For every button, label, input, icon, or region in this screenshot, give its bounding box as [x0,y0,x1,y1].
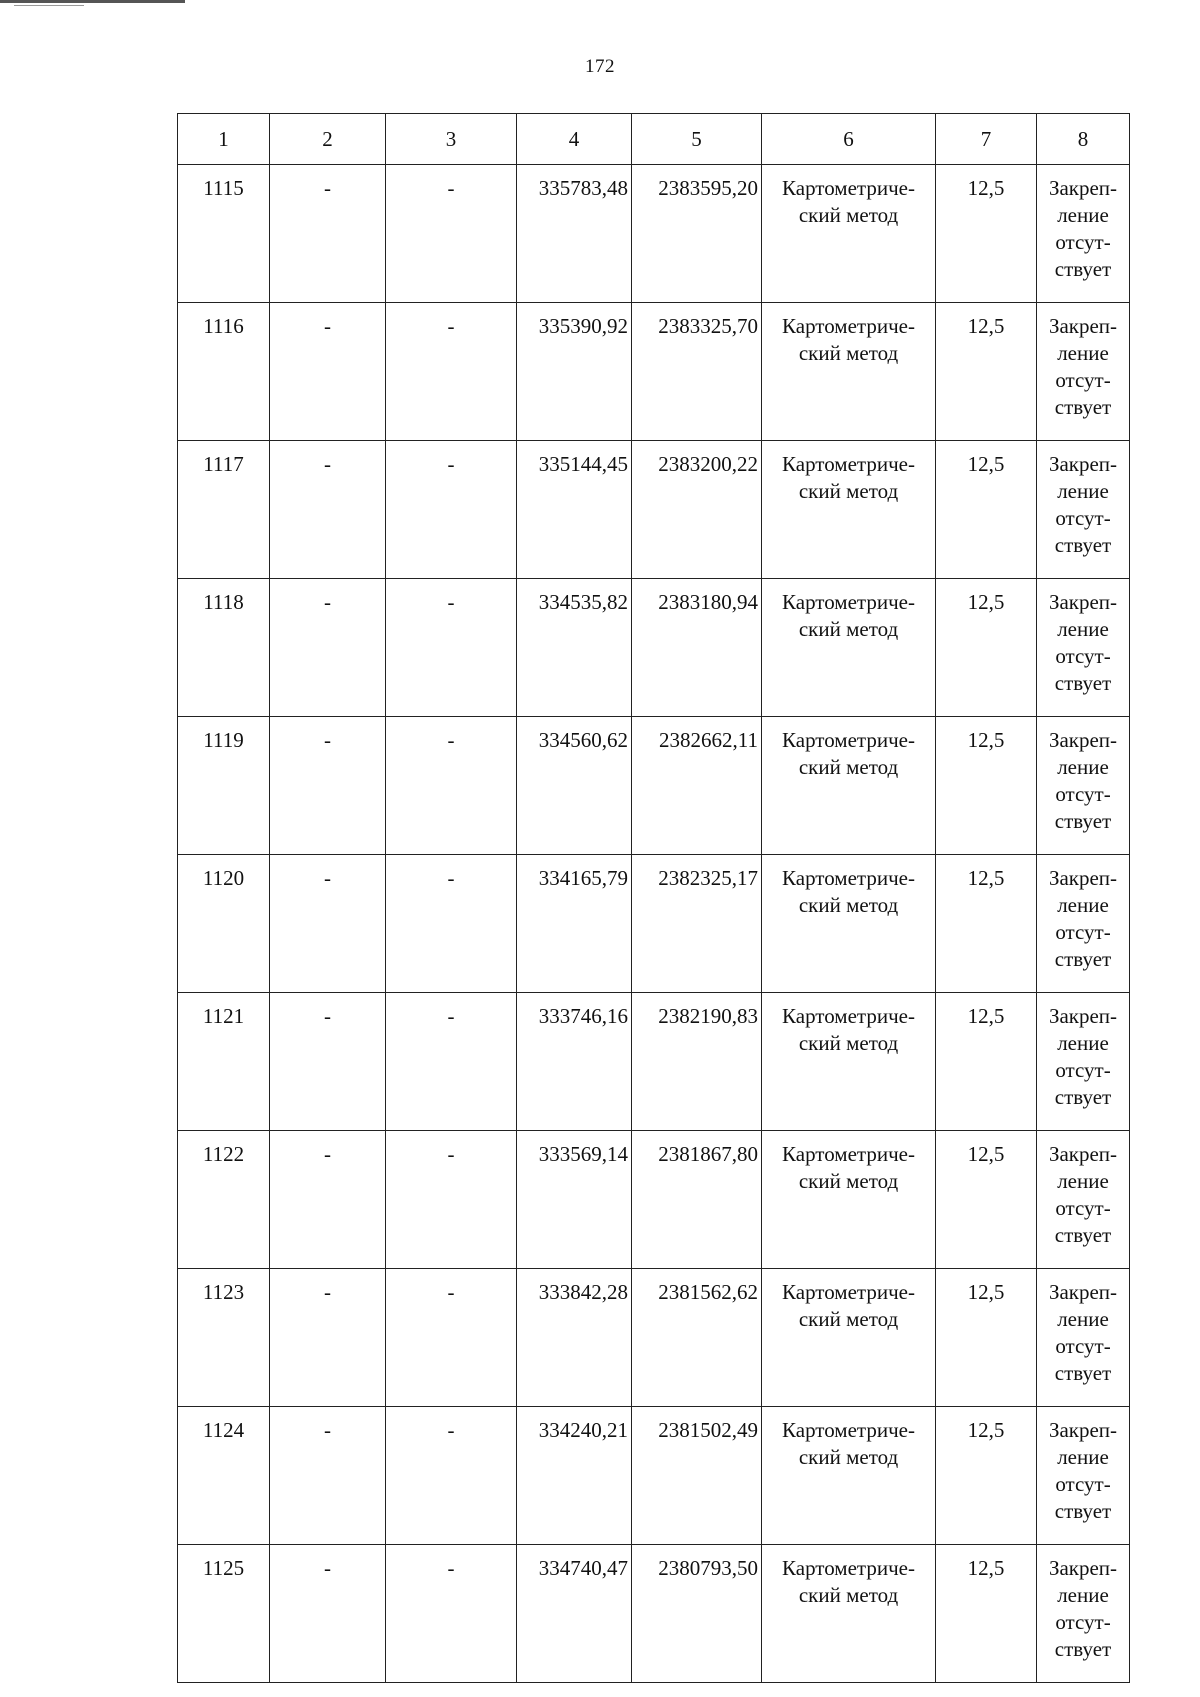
accuracy-cell [936,717,1037,855]
note-line-1: Закреп- [1048,866,1118,890]
x-coordinate-cell [517,855,632,993]
x-coordinate-cell [517,165,632,303]
dash: - [447,1280,455,1304]
column-header: 3 [386,114,517,165]
note-line-1: Закреп- [1048,728,1118,752]
dash: - [447,314,455,338]
method-line-2: ский метод [798,341,899,365]
dash: - [324,866,331,890]
note-line-1: Закреп- [1048,1142,1118,1166]
fixation-note-cell [1037,855,1130,993]
note-line-1: Закреп- [1048,1556,1118,1580]
point-number: 1116 [203,314,244,338]
method-line-2: ский метод [798,479,899,503]
accuracy-value: 12,5 [967,1556,1005,1580]
x-coordinate: 334535,82 [538,590,628,614]
col2-cell [270,1545,386,1683]
x-coordinate-cell [517,1131,632,1269]
note-line-4: ствует [1054,809,1112,833]
table-header-row [178,114,1130,165]
point-number-cell [178,1269,270,1407]
note-line-3: отсут- [1055,1058,1111,1082]
note-line-1: Закреп- [1048,314,1118,338]
method-line-1: Картометриче- [782,590,915,614]
point-number-cell [178,717,270,855]
x-coordinate: 333746,16 [538,1004,628,1028]
scan-edge-mark-secondary [14,5,84,6]
accuracy-value: 12,5 [967,176,1005,200]
dash: - [447,176,455,200]
x-coordinate: 335144,45 [538,452,628,476]
dash: - [447,1004,455,1028]
x-coordinate: 333842,28 [538,1280,628,1304]
page-number: 172 [585,56,615,77]
note-line-2: ление [1057,479,1109,503]
accuracy-cell [936,1407,1037,1545]
fixation-note-cell [1037,993,1130,1131]
col3-cell [386,1269,517,1407]
y-coordinate: 2382662,11 [659,728,758,752]
table-row [178,855,1130,993]
col3-cell [386,1545,517,1683]
dash: - [324,1280,331,1304]
table-row [178,165,1130,303]
accuracy-cell [936,1545,1037,1683]
fixation-note-cell [1037,441,1130,579]
y-coordinate-cell [632,441,762,579]
accuracy-cell [936,1269,1037,1407]
method-cell [762,993,936,1131]
y-coordinate: 2380793,50 [658,1556,758,1580]
method-line-1: Картометриче- [782,866,915,890]
dash: - [447,1418,455,1442]
x-coordinate: 335783,48 [538,176,628,200]
y-coordinate-cell [632,1269,762,1407]
note-line-3: отсут- [1055,368,1111,392]
coordinates-table [177,113,1130,1683]
column-header: 7 [936,114,1037,165]
accuracy-value: 12,5 [967,728,1005,752]
y-coordinate-cell [632,1407,762,1545]
point-number: 1125 [202,1556,245,1580]
y-coordinate: 2383595,20 [658,176,758,200]
fixation-note-cell [1037,579,1130,717]
col2-cell [270,165,386,303]
note-line-4: ствует [1054,395,1112,419]
note-line-2: ление [1057,1583,1109,1607]
method-line-2: ский метод [798,893,899,917]
point-number-cell [178,579,270,717]
col2-cell [270,1269,386,1407]
y-coordinate: 2382190,83 [658,1004,758,1028]
method-line-2: ский метод [798,755,899,779]
fixation-note-cell [1037,165,1130,303]
dash: - [447,452,455,476]
col2-cell [270,717,386,855]
method-line-1: Картометриче- [782,314,915,338]
note-line-3: отсут- [1055,644,1111,668]
scan-edge-mark [0,0,185,3]
col2-cell [270,1131,386,1269]
col2-cell [270,441,386,579]
y-coordinate-cell [632,1131,762,1269]
col3-cell [386,1407,517,1545]
y-coordinate-cell [632,165,762,303]
y-coordinate-cell [632,993,762,1131]
table-row [178,717,1130,855]
table-row [178,579,1130,717]
method-line-1: Картометриче- [782,1004,915,1028]
accuracy-value: 12,5 [967,1142,1005,1166]
accuracy-value: 12,5 [967,1004,1005,1028]
y-coordinate-cell [632,717,762,855]
x-coordinate: 335390,92 [538,314,628,338]
fixation-note-cell [1037,1407,1130,1545]
y-coordinate: 2381562,62 [658,1280,758,1304]
method-line-2: ский метод [798,1307,899,1331]
accuracy-cell [936,579,1037,717]
col2-cell [270,1407,386,1545]
method-line-1: Картометриче- [782,728,915,752]
dash: - [447,1142,455,1166]
point-number: 1122 [202,1142,245,1166]
col3-cell [386,441,517,579]
method-cell [762,1407,936,1545]
note-line-3: отсут- [1055,1610,1111,1634]
accuracy-value: 12,5 [967,590,1005,614]
note-line-3: отсут- [1055,506,1111,530]
note-line-4: ствует [1054,1499,1112,1523]
y-coordinate-cell [632,579,762,717]
method-cell [762,717,936,855]
col2-cell [270,579,386,717]
dash: - [324,1556,331,1580]
accuracy-value: 12,5 [967,1280,1005,1304]
note-line-1: Закреп- [1048,176,1118,200]
col2-cell [270,303,386,441]
dash: - [447,866,455,890]
col3-cell [386,1131,517,1269]
note-line-4: ствует [1054,1637,1112,1661]
note-line-1: Закреп- [1048,1004,1118,1028]
method-line-1: Картометриче- [782,1556,915,1580]
point-number-cell [178,993,270,1131]
note-line-4: ствует [1054,1085,1112,1109]
method-cell [762,855,936,993]
method-line-1: Картометриче- [782,1142,915,1166]
column-header: 1 [178,114,270,165]
method-line-2: ский метод [798,1031,899,1055]
method-line-1: Картометриче- [782,1280,915,1304]
col3-cell [386,717,517,855]
method-line-2: ский метод [798,203,899,227]
y-coordinate: 2383325,70 [658,314,758,338]
note-line-1: Закреп- [1048,590,1118,614]
accuracy-cell [936,441,1037,579]
note-line-2: ление [1057,755,1109,779]
point-number-cell [178,1545,270,1683]
method-cell [762,441,936,579]
dash: - [324,1418,331,1442]
accuracy-cell [936,993,1037,1131]
fixation-note-cell [1037,1269,1130,1407]
note-line-2: ление [1057,1031,1109,1055]
y-coordinate: 2383180,94 [658,590,758,614]
dash: - [324,728,331,752]
x-coordinate: 334240,21 [538,1418,628,1442]
column-header: 8 [1037,114,1130,165]
dash: - [324,1142,331,1166]
y-coordinate-cell [632,1545,762,1683]
point-number-cell [178,303,270,441]
table-row [178,303,1130,441]
accuracy-value: 12,5 [967,1418,1005,1442]
x-coordinate-cell [517,303,632,441]
x-coordinate-cell [517,993,632,1131]
column-header: 5 [632,114,762,165]
x-coordinate: 334165,79 [538,866,628,890]
dash: - [447,1556,455,1580]
dash: - [324,452,331,476]
note-line-1: Закреп- [1048,452,1118,476]
point-number: 1115 [203,176,244,200]
column-header: 6 [762,114,936,165]
y-coordinate: 2382325,17 [658,866,758,890]
note-line-2: ление [1057,203,1109,227]
column-header: 4 [517,114,632,165]
column-header: 2 [270,114,386,165]
table-row [178,1269,1130,1407]
x-coordinate: 333569,14 [538,1142,628,1166]
note-line-3: отсут- [1055,1196,1111,1220]
col3-cell [386,579,517,717]
table-row [178,441,1130,579]
note-line-3: отсут- [1055,920,1111,944]
note-line-2: ление [1057,617,1109,641]
note-line-2: ление [1057,1445,1109,1469]
method-cell [762,1131,936,1269]
col2-cell [270,993,386,1131]
y-coordinate-cell [632,855,762,993]
point-number: 1120 [202,866,245,890]
method-cell [762,303,936,441]
point-number-cell [178,1131,270,1269]
table-row [178,1407,1130,1545]
y-coordinate-cell [632,303,762,441]
accuracy-cell [936,1131,1037,1269]
x-coordinate-cell [517,579,632,717]
note-line-4: ствует [1054,257,1112,281]
dash: - [324,176,331,200]
note-line-4: ствует [1054,533,1112,557]
note-line-3: отсут- [1055,782,1111,806]
accuracy-value: 12,5 [967,314,1005,338]
point-number: 1123 [202,1280,245,1304]
note-line-1: Закреп- [1048,1418,1118,1442]
method-line-2: ский метод [798,1169,899,1193]
accuracy-value: 12,5 [967,452,1005,476]
method-line-1: Картометриче- [782,1418,915,1442]
method-line-2: ский метод [798,1583,899,1607]
dash: - [447,590,455,614]
table-row [178,1131,1130,1269]
note-line-1: Закреп- [1048,1280,1118,1304]
x-coordinate-cell [517,1407,632,1545]
method-line-2: ский метод [798,617,899,641]
x-coordinate-cell [517,717,632,855]
fixation-note-cell [1037,303,1130,441]
note-line-4: ствует [1054,1361,1112,1385]
dash: - [447,728,455,752]
note-line-3: отсут- [1055,1334,1111,1358]
note-line-3: отсут- [1055,1472,1111,1496]
y-coordinate: 2381502,49 [658,1418,758,1442]
point-number: 1121 [202,1004,245,1028]
dash: - [324,590,331,614]
x-coordinate-cell [517,441,632,579]
note-line-2: ление [1057,341,1109,365]
x-coordinate: 334560,62 [538,728,628,752]
col3-cell [386,855,517,993]
accuracy-cell [936,165,1037,303]
method-cell [762,1269,936,1407]
method-cell [762,579,936,717]
note-line-4: ствует [1054,671,1112,695]
method-line-2: ский метод [798,1445,899,1469]
point-number: 1117 [203,452,244,476]
col3-cell [386,993,517,1131]
x-coordinate-cell [517,1545,632,1683]
col3-cell [386,165,517,303]
dash: - [324,314,331,338]
point-number-cell [178,855,270,993]
table-row [178,1545,1130,1683]
point-number: 1118 [203,590,244,614]
note-line-4: ствует [1054,947,1112,971]
dash: - [324,1004,331,1028]
method-line-1: Картометриче- [782,452,915,476]
note-line-2: ление [1057,893,1109,917]
note-line-2: ление [1057,1307,1109,1331]
table-row [178,993,1130,1131]
col2-cell [270,855,386,993]
note-line-3: отсут- [1055,230,1111,254]
point-number-cell [178,165,270,303]
method-cell [762,1545,936,1683]
accuracy-cell [936,303,1037,441]
fixation-note-cell [1037,1131,1130,1269]
accuracy-value: 12,5 [967,866,1005,890]
method-cell [762,165,936,303]
y-coordinate: 2383200,22 [658,452,758,476]
point-number: 1124 [202,1418,245,1442]
fixation-note-cell [1037,717,1130,855]
point-number-cell [178,441,270,579]
accuracy-cell [936,855,1037,993]
point-number: 1119 [203,728,244,752]
x-coordinate-cell [517,1269,632,1407]
y-coordinate: 2381867,80 [658,1142,758,1166]
col3-cell [386,303,517,441]
point-number-cell [178,1407,270,1545]
fixation-note-cell [1037,1545,1130,1683]
x-coordinate: 334740,47 [538,1556,628,1580]
note-line-4: ствует [1054,1223,1112,1247]
note-line-2: ление [1057,1169,1109,1193]
method-line-1: Картометриче- [782,176,915,200]
